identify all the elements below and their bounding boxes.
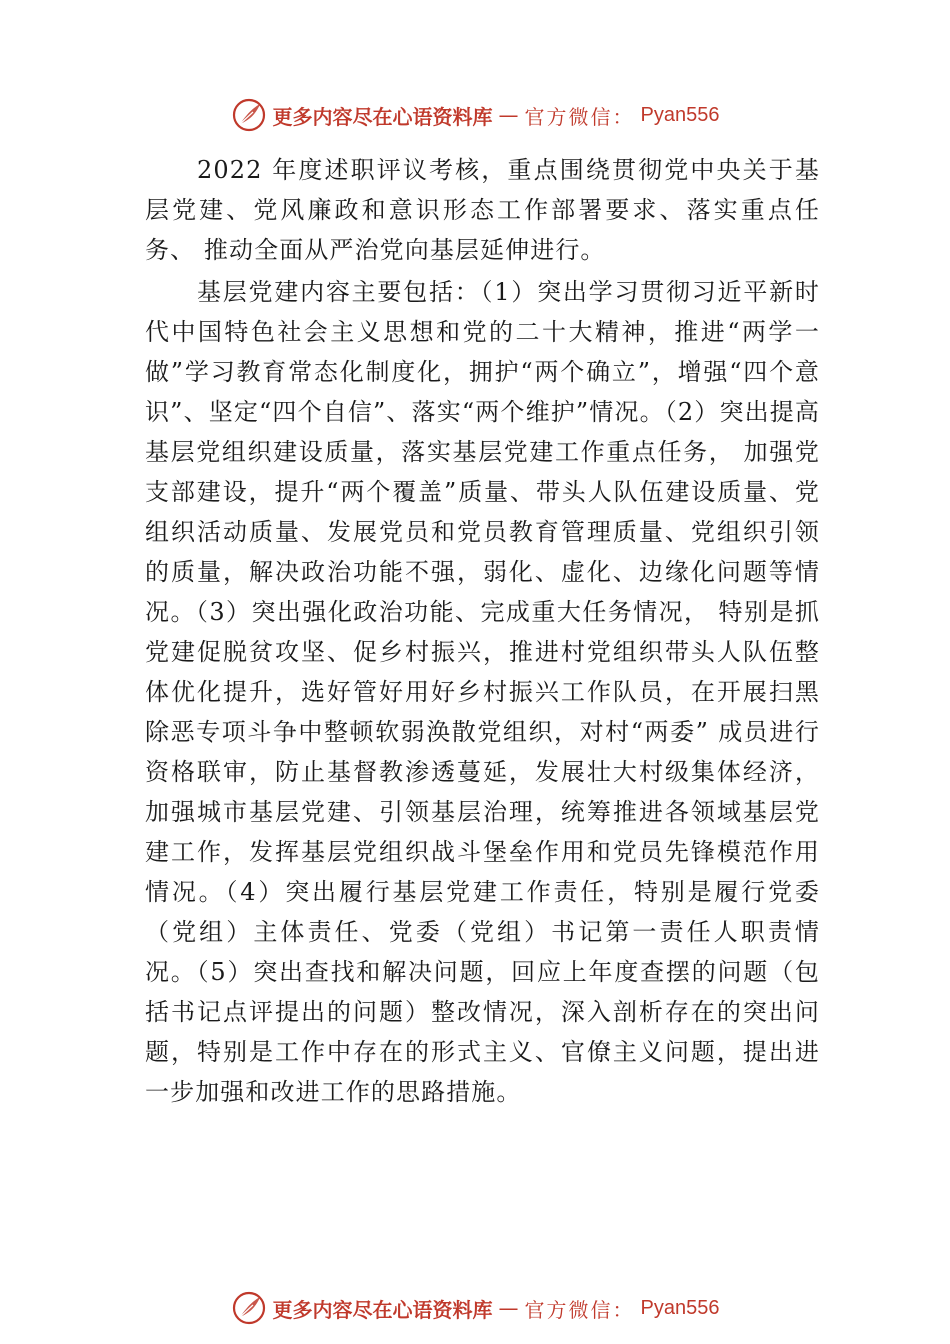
footer-watermark — [0, 1288, 950, 1328]
watermark-separator: — — [498, 103, 519, 127]
feather-logo-icon — [231, 1290, 267, 1326]
paragraph-content: 基层党建内容主要包括：（1）突出学习贯彻习近平新时代中国特色社会主义思想和党的二十大精神，推进“两学一做”学习教育常态化制度化，拥护“两个确立”，增强“四个意识”、坚定“四个自信”、落实“两个维护”情况。（2）突出提高基层党组织建设质量，落实基层党建工作重点任务， 加强党支部建设，提升“两个覆盖”质量、带头人队伍建设质量、党组织活动质量、发展党员和党员教育管理质量、党组织引领的质量，解决政治功能不强，弱化、虚化、边缘化问题等情况。（3）突出强化政治功能、完成重大任务情况， 特别是抓党建促脱贫攻坚、促乡村振兴，推进村党组织带头人队伍整体优化提升，选好管好用好乡村振兴工作队员，在开展扫黑除恶专项斗争中整顿软弱涣散党组织，对村“两委” 成员进行资格联审，防止基督教渗透蔓延，发展壮大村级集体经济，加强城市基层党建、引领基层治理，统筹推进各领域基层党建工作，发挥基层党组织战斗堡垒作用和党员先锋模范作用情况。（4）突出履行基层党建工作责任，特别是履行党委（党组）主体责任、党委（党组）书记第一责任人职责情况。（5）突出查找和解决问题，回应上年度查摆的问题（包括书记点评提出的问题）整改情况，深入剖析存在的突出问题，特别是工作中存在的形式主义、官僚主义问题，提出进一步加强和改进工作的思路措施。 — [145, 278, 820, 1106]
paragraph-intro: 2022 年度述职评议考核，重点围绕贯彻党中央关于基层党建、党风廉政和意识形态工作部署要求、落实重点任务、 推动全面从严治党向基层延伸进行。 — [145, 156, 820, 264]
watermark-wechat-id: Pyan556 — [640, 103, 720, 126]
watermark-title: 更多内容尽在心语资料库 — [272, 104, 493, 129]
header-watermark — [0, 95, 950, 135]
watermark-wechat-id: Pyan556 — [640, 1296, 720, 1319]
document-body — [145, 150, 820, 1114]
watermark-separator: — — [498, 1296, 519, 1320]
feather-logo-icon — [231, 97, 267, 133]
watermark-label: 官方微信： — [524, 104, 635, 129]
watermark-label: 官方微信： — [524, 1297, 635, 1322]
watermark-title: 更多内容尽在心语资料库 — [272, 1297, 493, 1322]
